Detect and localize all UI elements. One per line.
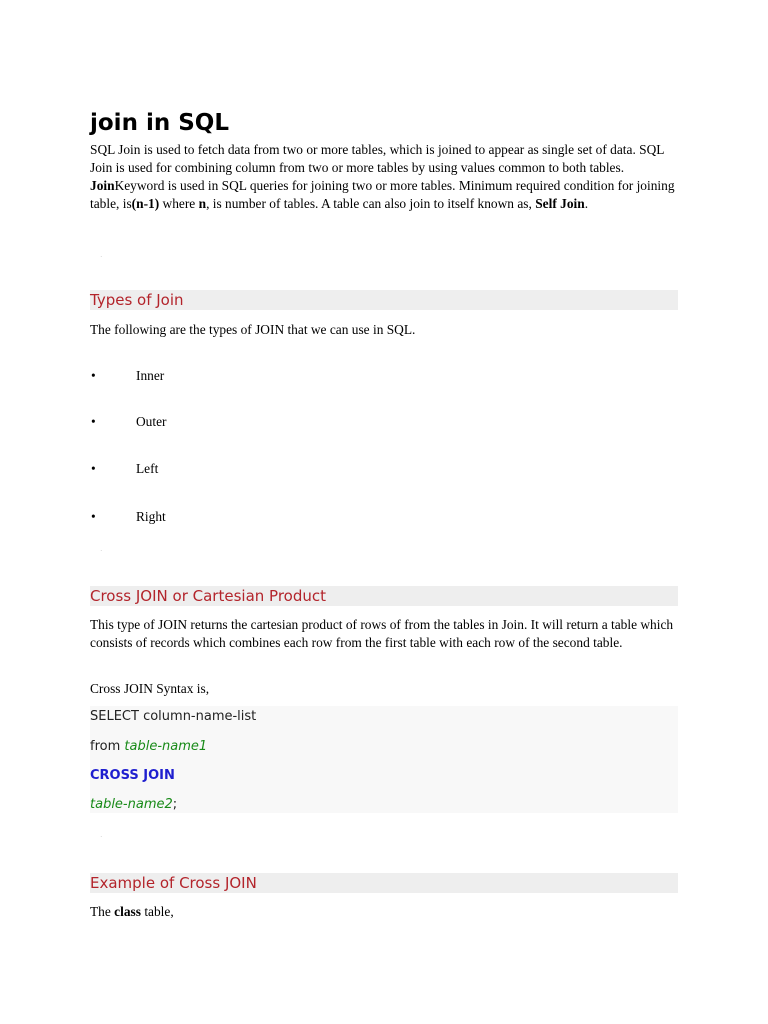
code-identifier-table2: table-name2 bbox=[90, 797, 173, 812]
example-text-part: The bbox=[90, 904, 115, 919]
intro-text: , is number of tables. A table can also join to itself known as, bbox=[206, 196, 536, 212]
intro-text: . bbox=[584, 196, 589, 212]
code-line-cross-join: CROSS JOIN bbox=[90, 768, 175, 783]
cross-join-syntax-intro: Cross JOIN Syntax is, bbox=[90, 681, 210, 696]
bullet-icon: • bbox=[91, 414, 96, 429]
list-item-label: Right bbox=[136, 509, 166, 524]
list-item-label: Inner bbox=[136, 368, 165, 383]
code-keyword-from: from bbox=[90, 739, 125, 754]
list-item-label: Left bbox=[136, 461, 159, 476]
cross-join-heading bbox=[90, 586, 678, 606]
code-line-from bbox=[90, 738, 207, 756]
code-line-table2 bbox=[90, 796, 177, 814]
intro-text: Keyword is used in SQL queries for joining two or more tables. Minimum required condition for joining table, is bbox=[90, 178, 675, 212]
bullet-icon: • bbox=[91, 368, 96, 383]
bullet-icon: • bbox=[91, 461, 96, 476]
code-block bbox=[90, 706, 678, 813]
code-identifier-table1: table-name1 bbox=[124, 739, 208, 754]
section-heading-text: Types of Join bbox=[90, 291, 184, 309]
code-semicolon: ; bbox=[172, 797, 178, 812]
spacer-mark: . bbox=[100, 544, 103, 553]
spacer-mark: . bbox=[100, 830, 103, 839]
section-heading-text: Cross JOIN or Cartesian Product bbox=[90, 587, 326, 605]
intro-bold-join: Join bbox=[90, 178, 115, 194]
cross-join-description: This type of JOIN returns the cartesian product of rows of from the tables in Join. It will return a table which consists of records which combines each row from the first table with each row of the second table. bbox=[90, 617, 674, 651]
types-lead-text: The following are the types of JOIN that we can use in SQL. bbox=[90, 322, 416, 337]
example-text bbox=[90, 903, 678, 921]
intro-bold-self-join: Self Join bbox=[535, 196, 585, 212]
code-line-select: SELECT column-name-list bbox=[90, 709, 257, 724]
example-bold-class: class bbox=[114, 904, 141, 919]
intro-text: where bbox=[159, 196, 199, 212]
intro-text: SQL Join is used to fetch data from two or more tables, which is joined to appear as single set of data. SQL Join is used for combining column from two or more tables by using values common to both tables. bbox=[90, 142, 664, 176]
section-heading-text: Example of Cross JOIN bbox=[90, 874, 257, 892]
intro-paragraph bbox=[90, 141, 678, 213]
list-item-label: Outer bbox=[136, 414, 167, 429]
intro-bold-n-minus-1: (n-1) bbox=[131, 196, 160, 212]
types-of-join-heading bbox=[90, 290, 678, 310]
page-title: join in SQL bbox=[90, 110, 229, 136]
intro-bold-n: n bbox=[198, 196, 207, 212]
spacer-mark: . bbox=[100, 250, 103, 259]
example-text-part: table, bbox=[140, 904, 174, 919]
example-cross-join-heading bbox=[90, 873, 678, 893]
bullet-icon: • bbox=[91, 509, 96, 524]
